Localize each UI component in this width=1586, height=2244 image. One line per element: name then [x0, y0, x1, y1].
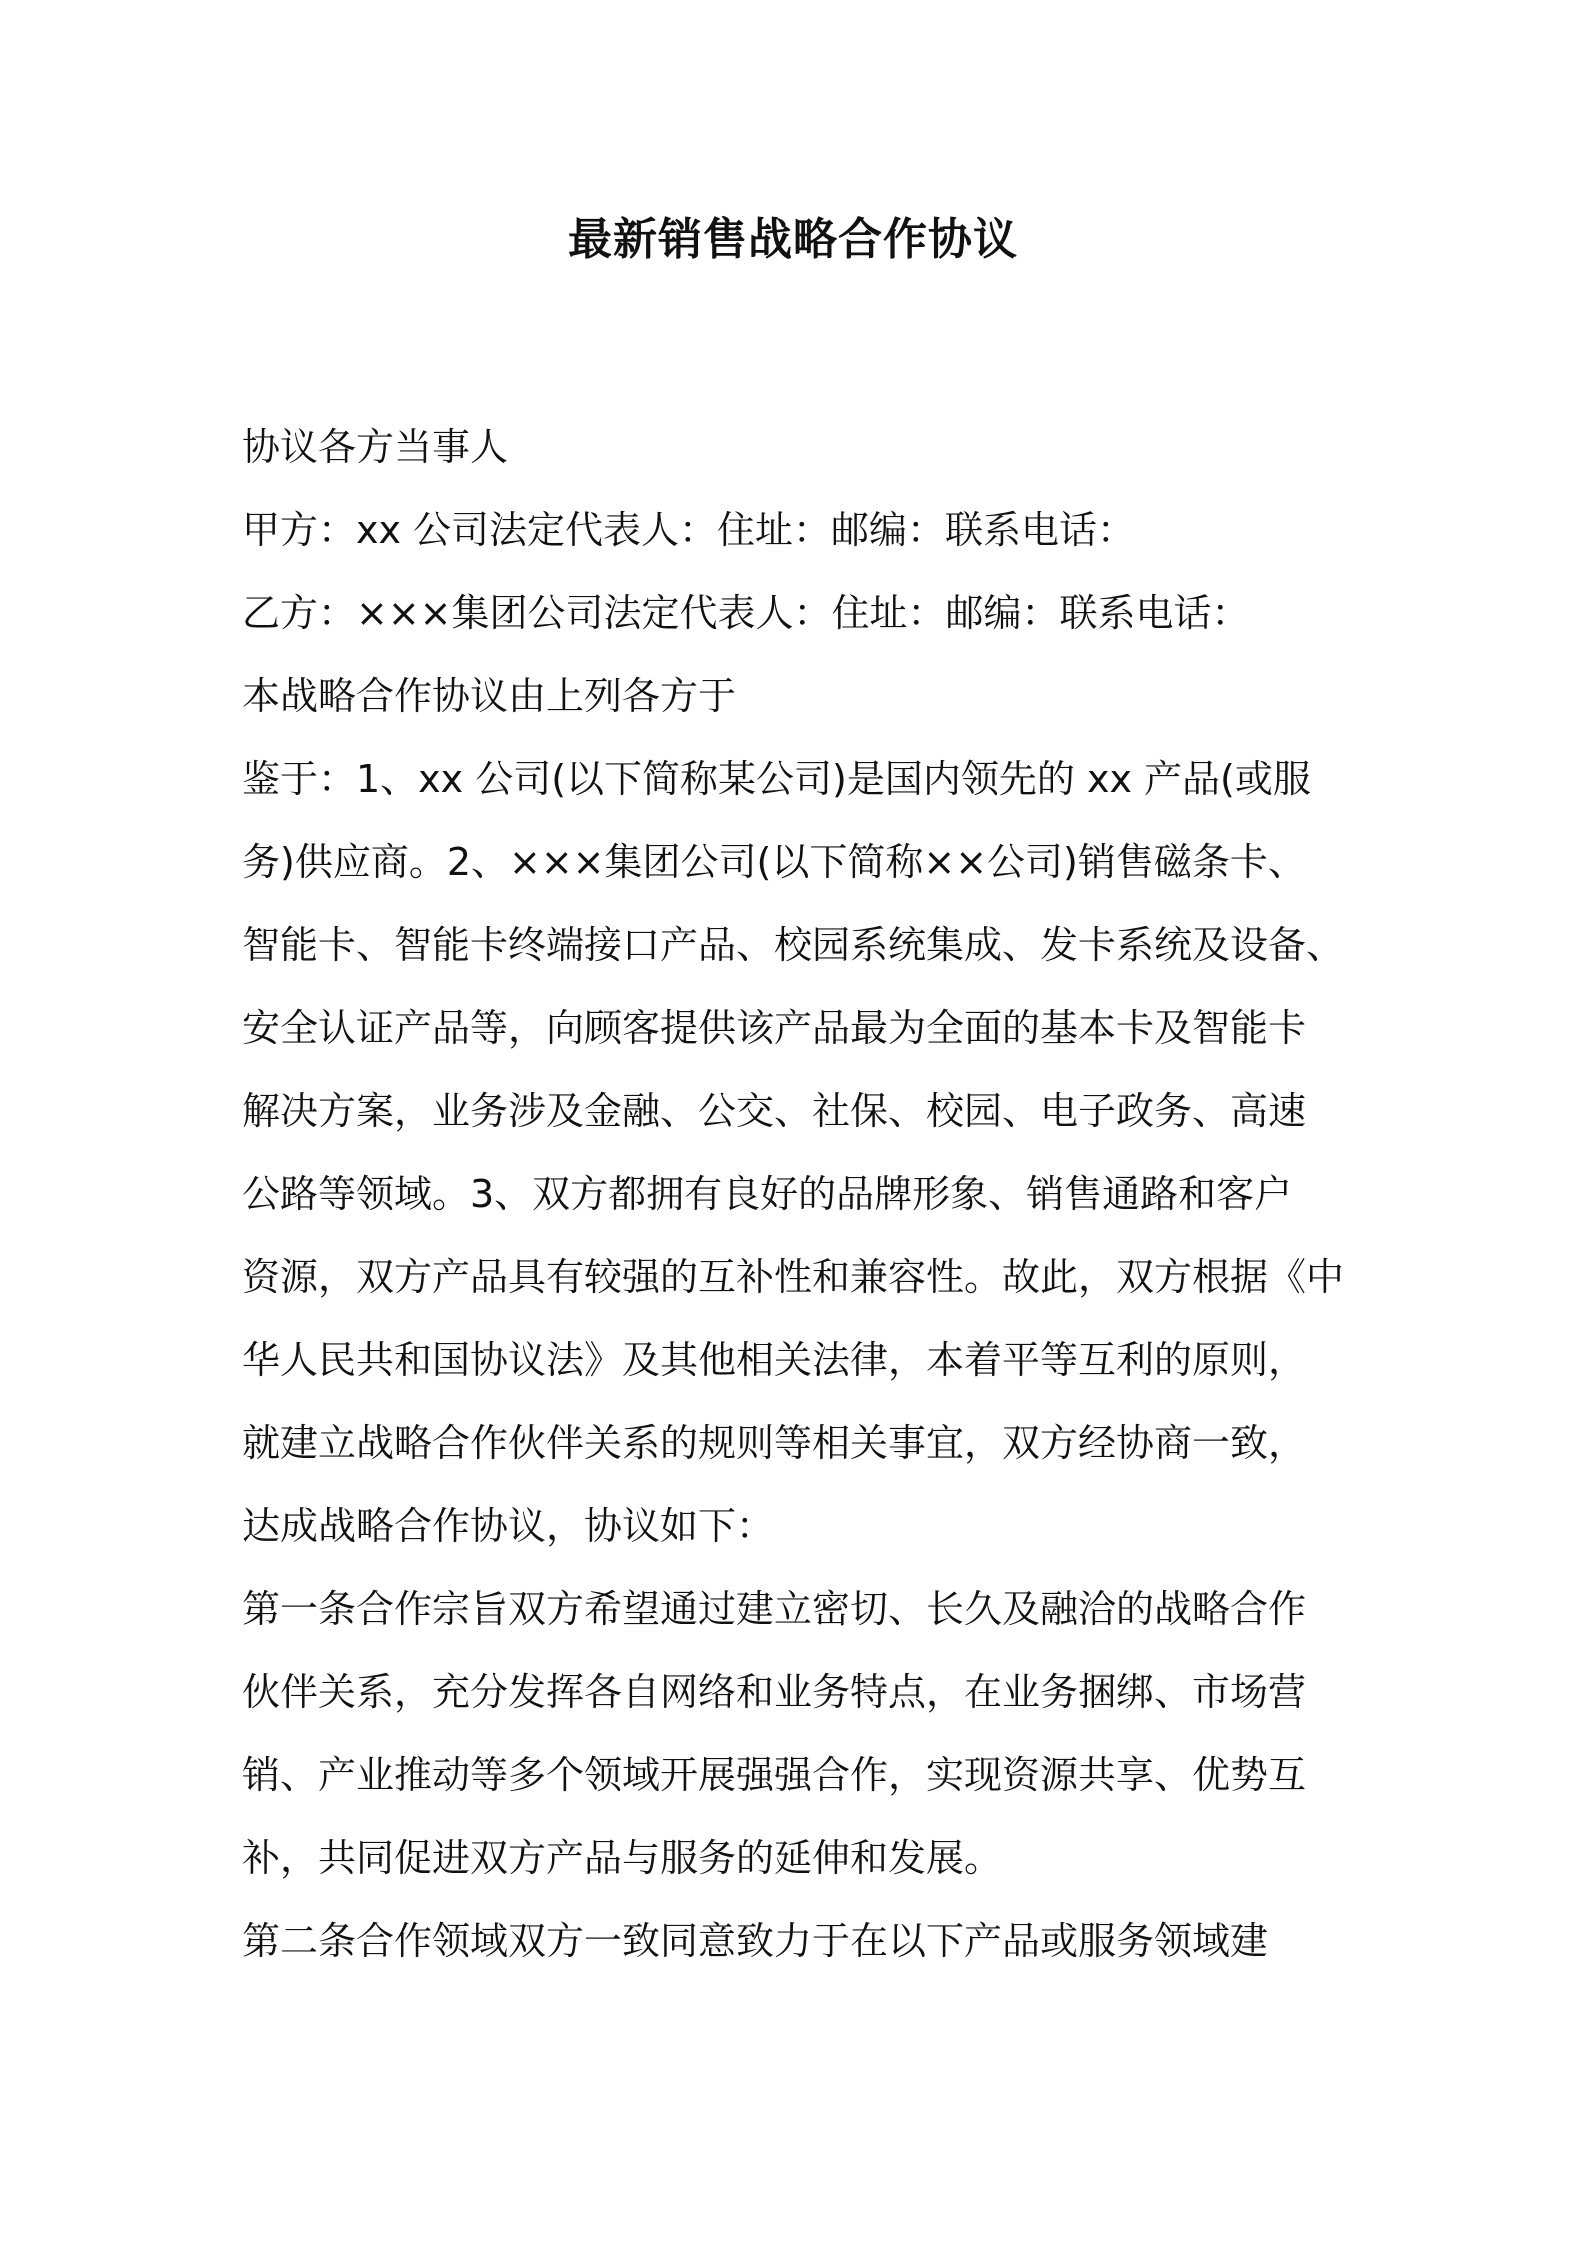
text-line: 资源，双方产品具有较强的互补性和兼容性。故此，双方根据《中 — [242, 1255, 1345, 1299]
text-line: 第二条合作领域双方一致同意致力于在以下产品或服务领域建 — [242, 1919, 1269, 1963]
text-line: 公路等领域。3、双方都拥有良好的品牌形象、销售通路和客户 — [242, 1172, 1293, 1216]
text-line: 甲方：xx 公司法定代表人：住址：邮编：联系电话： — [242, 508, 1136, 552]
text-line: 务)供应商。2、×××集团公司(以下简称××公司)销售磁条卡、 — [242, 840, 1306, 884]
text-line: 解决方案，业务涉及金融、公交、社保、校园、电子政务、高速 — [242, 1089, 1307, 1133]
document-body — [242, 406, 1352, 1983]
text-line: 智能卡、智能卡终端接口产品、校园系统集成、发卡系统及设备、 — [242, 923, 1345, 967]
text-line: 本战略合作协议由上列各方于 — [242, 674, 737, 718]
text-line: 达成战略合作协议，协议如下： — [242, 1504, 775, 1548]
text-line: 协议各方当事人 — [242, 425, 509, 469]
text-line: 销、产业推动等多个领域开展强强合作，实现资源共享、优势互 — [242, 1753, 1307, 1797]
text-line: 补，共同促进双方产品与服务的延伸和发展。 — [242, 1836, 1003, 1880]
text-line: 乙方：×××集团公司法定代表人：住址：邮编：联系电话： — [242, 591, 1250, 635]
text-line: 鉴于：1、xx 公司(以下简称某公司)是国内领先的 xx 产品(或服 — [242, 757, 1311, 801]
document-title: 最新销售战略合作协议 — [568, 214, 1018, 265]
text-line: 伙伴关系，充分发挥各自网络和业务特点，在业务捆绑、市场营 — [242, 1670, 1307, 1714]
text-line: 第一条合作宗旨双方希望通过建立密切、长久及融洽的战略合作 — [242, 1587, 1307, 1631]
text-line: 安全认证产品等，向顾客提供该产品最为全面的基本卡及智能卡 — [242, 1006, 1307, 1050]
text-line: 华人民共和国协议法》及其他相关法律，本着平等互利的原则， — [242, 1338, 1307, 1382]
text-line: 就建立战略合作伙伴关系的规则等相关事宜，双方经协商一致， — [242, 1421, 1307, 1465]
